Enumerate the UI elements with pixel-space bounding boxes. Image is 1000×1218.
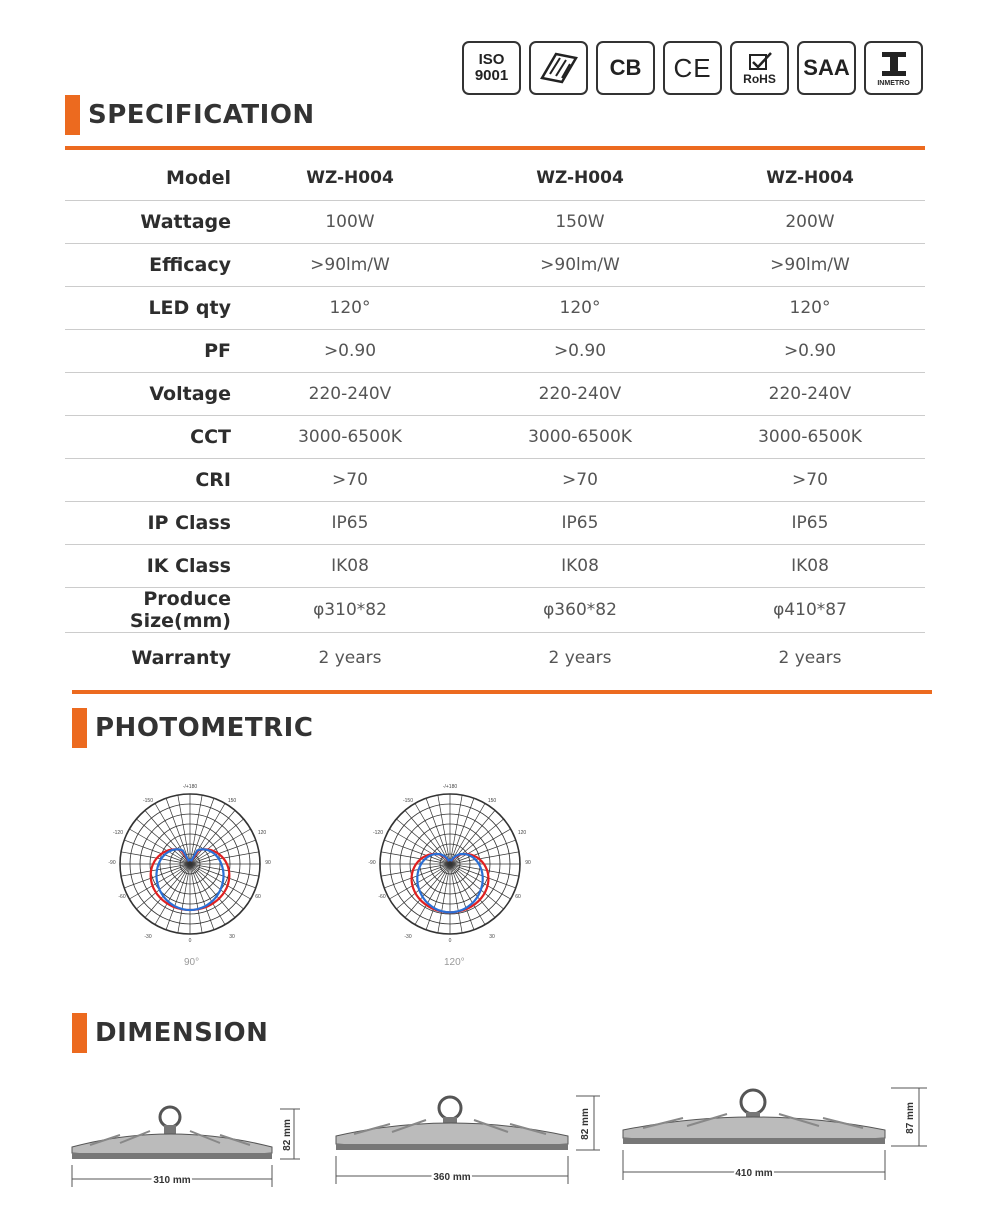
polar-angle-label: 90 (265, 860, 271, 866)
spec-value: φ410*87 (695, 587, 925, 632)
spec-value: 2 years (318, 648, 382, 669)
spec-value: 120° (235, 286, 465, 329)
spec-value: >90lm/W (695, 243, 925, 286)
height-label: 87 mm (905, 1102, 916, 1134)
spec-value: 100W (235, 200, 465, 243)
section-marker (65, 95, 80, 135)
polar-caption: 90° (184, 957, 200, 968)
spec-value: 220-240V (235, 372, 465, 415)
spec-label: IP Class (65, 501, 235, 544)
width-label: 410 mm (735, 1168, 773, 1179)
spec-value: 2 years (778, 648, 842, 669)
spec-label: Model (65, 157, 235, 200)
polar-angle-label: -150 (142, 798, 154, 804)
polar-angle-label: -/+180 (182, 784, 198, 790)
spec-value: 120° (465, 286, 695, 329)
spec-value: 2 years (548, 648, 612, 669)
spec-value: >0.90 (465, 329, 695, 372)
spec-value: IP65 (695, 501, 925, 544)
ce-badge (663, 41, 722, 95)
saa-label: SAA (803, 55, 850, 80)
polar-angle-label: 60 (255, 894, 261, 900)
spec-row (65, 632, 925, 684)
polar-angle-label: 30 (229, 934, 235, 940)
spec-value: 3000-6500K (695, 415, 925, 458)
polar-angle-label: -30 (404, 934, 412, 940)
spec-label: Produce Size(mm) (65, 587, 235, 632)
spec-value: >90lm/W (235, 243, 465, 286)
polar-angle-label: -120 (112, 830, 124, 836)
cb-label: CB (609, 55, 642, 80)
spec-label: CRI (65, 458, 235, 501)
specification-table (65, 157, 925, 684)
spec-value: IK08 (235, 544, 465, 587)
spec-value: IK08 (695, 544, 925, 587)
specification-heading (65, 95, 315, 135)
polar-angle-label: -30 (144, 934, 152, 940)
spec-row (65, 458, 925, 501)
width-label: 310 mm (153, 1175, 191, 1186)
spec-value: >70 (695, 458, 925, 501)
spec-row (65, 200, 925, 243)
spec-label: Warranty (131, 647, 231, 670)
spec-row (65, 501, 925, 544)
polar-angle-label: -120 (372, 830, 384, 836)
spec-label: Voltage (65, 372, 235, 415)
spec-value: φ310*82 (235, 587, 465, 632)
ce-label: CE (673, 53, 712, 83)
polar-angle-label: 150 (227, 798, 237, 804)
spec-row (65, 157, 925, 200)
height-label: 82 mm (580, 1108, 591, 1140)
section-title: DIMENSION (95, 1018, 269, 1048)
iso-number: 9001 (474, 67, 509, 84)
spec-value: WZ-H004 (465, 157, 695, 200)
spec-label: LED qty (65, 286, 235, 329)
spec-row (65, 286, 925, 329)
spec-value: 200W (695, 200, 925, 243)
polar-angle-label: 0 (188, 938, 192, 944)
spec-value: >90lm/W (465, 243, 695, 286)
spec-value: 220-240V (695, 372, 925, 415)
polar-angle-label: -90 (368, 860, 376, 866)
polar-diagram-90 (100, 778, 280, 958)
spec-value: φ360*82 (465, 587, 695, 632)
spec-label: IK Class (65, 544, 235, 587)
polar-angle-label: -90 (108, 860, 116, 866)
dimension-drawing-360 (328, 1088, 608, 1195)
rohs-badge (730, 41, 789, 95)
spec-value: 150W (465, 200, 695, 243)
spec-row (65, 415, 925, 458)
polar-angle-label: 90 (525, 860, 531, 866)
polar-angle-label: -60 (118, 894, 126, 900)
width-label: 360 mm (433, 1172, 471, 1183)
section-title: SPECIFICATION (88, 100, 315, 130)
polar-angle-label: -/+180 (442, 784, 458, 790)
spec-row (65, 587, 925, 632)
spec-label: PF (65, 329, 235, 372)
photometric-heading (72, 708, 313, 748)
spec-value: >0.90 (235, 329, 465, 372)
lamp-drawing (336, 1097, 568, 1150)
section-marker (72, 1013, 87, 1053)
cb-badge (596, 41, 655, 95)
polar-angle-label: 120 (517, 830, 527, 836)
spec-row (65, 243, 925, 286)
ek-mark-icon (536, 48, 582, 88)
spec-row (65, 544, 925, 587)
polar-angle-label: 120 (257, 830, 267, 836)
polar-angle-label: 60 (515, 894, 521, 900)
spec-value: 120° (695, 286, 925, 329)
polar-grid (120, 794, 260, 934)
top-divider (65, 146, 925, 150)
spec-row (65, 329, 925, 372)
dimension-heading (72, 1013, 268, 1053)
spec-value: IP65 (235, 501, 465, 544)
spec-row (65, 372, 925, 415)
spec-label: Efficacy (65, 243, 235, 286)
spec-value: 220-240V (465, 372, 695, 415)
spec-label: Wattage (65, 200, 235, 243)
polar-angle-label: 30 (489, 934, 495, 940)
inmetro-label: INMETRO (877, 79, 910, 87)
rohs-label: RoHS (743, 72, 776, 86)
spec-value: >0.90 (695, 329, 925, 372)
spec-value: 3000-6500K (235, 415, 465, 458)
section-marker (72, 708, 87, 748)
polar-caption: 120° (444, 957, 465, 968)
polar-angle-label: 0 (448, 938, 452, 944)
spec-value: >70 (235, 458, 465, 501)
polar-angle-label: -60 (378, 894, 386, 900)
dimension-drawing-310 (60, 1095, 310, 1195)
inmetro-mark-icon (879, 50, 909, 78)
spec-label: CCT (65, 415, 235, 458)
spec-value: >70 (465, 458, 695, 501)
saa-badge (797, 41, 856, 95)
lamp-drawing (623, 1090, 885, 1144)
spec-value: IK08 (465, 544, 695, 587)
spec-value: WZ-H004 (235, 157, 465, 200)
ek-badge (529, 41, 588, 95)
dimension-drawing-410 (615, 1080, 935, 1195)
inmetro-badge (864, 41, 923, 95)
certification-badges (462, 41, 923, 95)
polar-angle-label: 150 (487, 798, 497, 804)
spec-value: IP65 (465, 501, 695, 544)
height-label: 82 mm (282, 1119, 293, 1151)
polar-angle-label: -150 (402, 798, 414, 804)
bottom-divider (72, 690, 932, 694)
spec-value: WZ-H004 (695, 157, 925, 200)
lamp-drawing (72, 1107, 272, 1159)
iso-label: ISO (478, 51, 505, 68)
spec-value: 3000-6500K (465, 415, 695, 458)
section-title: PHOTOMETRIC (95, 713, 314, 743)
iso-9001-badge (462, 41, 521, 95)
polar-diagram-120 (360, 778, 540, 958)
checkmark-icon (747, 51, 773, 73)
